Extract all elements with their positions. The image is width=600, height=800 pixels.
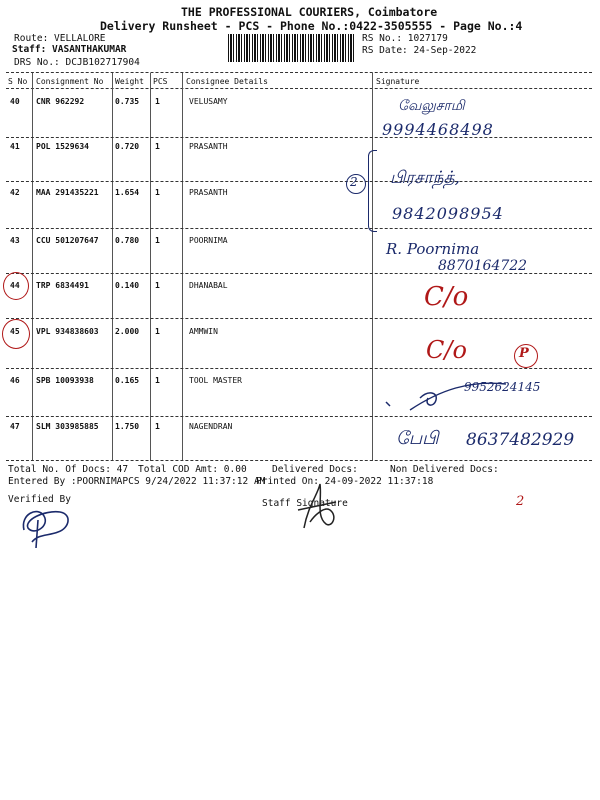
row-43-pcs: 1: [155, 236, 160, 245]
handwritten-mark-row-44: C/o: [424, 282, 469, 312]
row-46-weight: 0.165: [115, 376, 140, 385]
row-41-weight: 0.720: [115, 142, 140, 151]
row-46-consignment: SPB 10093938: [36, 376, 94, 385]
verified-by-label: Verified By: [8, 494, 71, 505]
row-41-sno: 41: [10, 142, 20, 151]
col-header-consignee: Consignee Details: [186, 77, 268, 86]
col-divider: [32, 73, 33, 461]
handwritten-phone-row-42: 9842098954: [392, 204, 504, 223]
row-42-consignee: PRASANTH: [189, 188, 228, 197]
col-header-signature: Signature: [376, 77, 420, 86]
row-47-pcs: 1: [155, 422, 160, 431]
row-43-weight: 0.780: [115, 236, 140, 245]
rs-date-label: RS Date: 24-Sep-2022: [362, 45, 477, 56]
circled-sno-row-44: [3, 272, 29, 300]
row-40-consignee: VELUSAMY: [189, 97, 228, 106]
row-45-consignment: VPL 934838603: [36, 327, 99, 336]
row-40-weight: 0.735: [115, 97, 140, 106]
row-44-pcs: 1: [155, 281, 160, 290]
handwritten-name-row-43: R. Poornima: [386, 240, 480, 258]
handwritten-mark-row-45: C/o: [426, 336, 467, 364]
row-45-sno: 45: [10, 327, 20, 336]
circled-sno-row-45: [2, 319, 30, 349]
row-44-consignment: TRP 6834491: [36, 281, 89, 290]
row-42-weight: 1.654: [115, 188, 140, 197]
handwritten-phone-row-40: 9994468498: [382, 120, 494, 139]
row-43-consignment: CCU 501207647: [36, 236, 99, 245]
row-45-pcs: 1: [155, 327, 160, 336]
table-header-rule: [6, 88, 592, 89]
row-41-consignee: PRASANTH: [189, 142, 228, 151]
non-delivered-docs-label: Non Delivered Docs:: [390, 464, 499, 475]
row-45-weight: 2.000: [115, 327, 140, 336]
col-divider: [182, 73, 183, 461]
row-45-consignee: AMMWIN: [189, 327, 218, 336]
row-41-pcs: 1: [155, 142, 160, 151]
row-46-consignee: TOOL MASTER: [189, 376, 242, 385]
row-43-consignee: POORNIMA: [189, 236, 228, 245]
handwritten-name-row-40: வேலுசாமி: [398, 98, 465, 114]
col-header-weight: Weight: [115, 77, 144, 86]
col-header-pcs: PCS: [153, 77, 168, 86]
handwritten-phone-row-46: 9952624145: [464, 380, 541, 394]
total-docs-label: Total No. Of Docs: 47: [8, 464, 129, 475]
row-47-weight: 1.750: [115, 422, 140, 431]
row-42-pcs: 1: [155, 188, 160, 197]
handwritten-mark-row-42: 2: [350, 175, 358, 189]
handwritten-name-row-47: பேபி: [396, 428, 439, 449]
drs-label: DRS No.: DCJB102717904: [14, 57, 140, 68]
row-42-consignment: MAA 291435221: [36, 188, 99, 197]
row-rule: [6, 318, 592, 319]
runsheet-title: THE PROFESSIONAL COURIERS, Coimbatore: [181, 5, 438, 19]
col-divider: [150, 73, 151, 461]
handwritten-name-row-42: பிரசாந்த்,: [390, 168, 460, 188]
row-44-sno: 44: [10, 281, 20, 290]
row-rule: [6, 137, 592, 138]
total-cod-label: Total COD Amt: 0.00: [138, 464, 247, 475]
col-divider: [112, 73, 113, 461]
handwritten-phone-row-47: 8637482929: [466, 430, 575, 450]
barcode-image: [228, 34, 354, 62]
row-40-pcs: 1: [155, 97, 160, 106]
staff-signature-scribble: [290, 476, 350, 538]
row-44-consignee: DHANABAL: [189, 281, 228, 290]
printed-on-label: Printed On: 24-09-2022 11:37:18: [256, 476, 434, 487]
row-rule: [6, 368, 592, 369]
table-top-rule: [6, 72, 592, 73]
row-41-consignment: POL 1529634: [36, 142, 89, 151]
row-44-weight: 0.140: [115, 281, 140, 290]
handwritten-page-mark: 2: [516, 494, 525, 509]
row-46-sno: 46: [10, 376, 20, 385]
runsheet-subtitle: Delivery Runsheet - PCS - Phone No.:0422-3505555 - Page No.:4: [100, 19, 523, 33]
entered-by-label: Entered By :POORNIMAPCS 9/24/2022 11:37:12 AM: [8, 476, 266, 487]
row-43-sno: 43: [10, 236, 20, 245]
staff-label: Staff: VASANTHAKUMAR: [12, 44, 127, 55]
row-47-sno: 47: [10, 422, 20, 431]
col-divider: [372, 73, 373, 461]
row-46-pcs: 1: [155, 376, 160, 385]
row-47-consignment: SLM 303985885: [36, 422, 99, 431]
rs-no-label: RS No.: 1027179: [362, 33, 448, 44]
col-header-consignment: Consignment No: [36, 77, 104, 86]
table-bottom-rule: [6, 460, 592, 461]
handwritten-phone-row-43: 8870164722: [438, 258, 528, 274]
row-rule: [6, 228, 592, 229]
row-47-consignee: NAGENDRAN: [189, 422, 233, 431]
route-label: Route: VELLALORE: [14, 33, 106, 44]
delivered-docs-label: Delivered Docs:: [272, 464, 358, 475]
col-header-sno: S No: [8, 77, 28, 86]
row-40-sno: 40: [10, 97, 20, 106]
row-rule: [6, 181, 592, 182]
row-42-sno: 42: [10, 188, 20, 197]
row-40-consignment: CNR 962292: [36, 97, 85, 106]
verified-by-signature: [14, 500, 80, 552]
handwritten-p-row-45: P: [519, 346, 529, 361]
handwritten-bracket: [368, 150, 377, 232]
handwritten-strike-row-46: [380, 380, 510, 420]
staff-signature-label: Staff Signature: [262, 498, 348, 509]
